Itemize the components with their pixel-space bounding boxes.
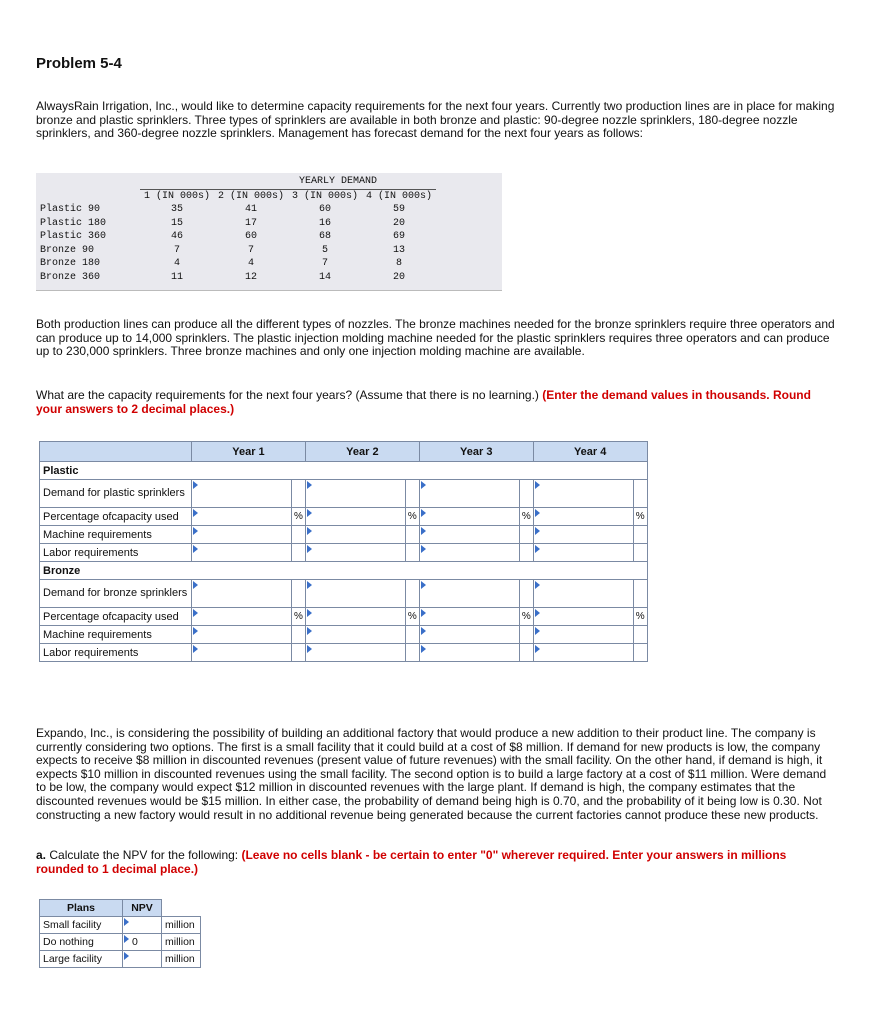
row-label-pct-plastic: Percentage ofcapacity used (40, 508, 192, 526)
input-marker-icon (535, 481, 540, 489)
demand-cell: 60 (245, 231, 258, 243)
input-marker-icon (535, 527, 540, 535)
demand-cell: 20 (393, 271, 406, 283)
question-text: What are the capacity requirements for the next four years? (Assume that there is no learning.) (36, 388, 539, 402)
demand-cell: 4 (174, 258, 181, 270)
input-cell[interactable] (533, 544, 633, 562)
capacity-grid (39, 441, 648, 662)
input-marker-icon (421, 527, 426, 535)
input-marker-icon (535, 645, 540, 653)
input-marker-icon (421, 609, 426, 617)
demand-row (40, 230, 436, 244)
question-instructions: (Enter the demand values in thousands. Round your answers to 2 decimal places.) (36, 388, 811, 416)
question-paragraph (36, 389, 836, 416)
input-cell[interactable] (305, 644, 405, 662)
row-label-machine-bronze: Machine requirements (40, 626, 192, 644)
percent-sign: % (405, 508, 419, 526)
input-cell[interactable] (419, 526, 519, 544)
year-header: Year 3 (419, 442, 533, 462)
year-header: Year 4 (533, 442, 647, 462)
input-marker-icon (535, 545, 540, 553)
demand-row-label: Plastic 360 (40, 231, 107, 243)
input-cell[interactable] (419, 608, 519, 626)
input-cell[interactable] (192, 480, 292, 508)
input-cell[interactable] (419, 580, 519, 608)
demand-cell: 35 (171, 204, 184, 216)
demand-cell: 15 (171, 217, 184, 229)
year-header: Year 1 (192, 442, 306, 462)
input-cell[interactable] (419, 544, 519, 562)
percent-sign: % (633, 608, 647, 626)
input-cell[interactable] (533, 526, 633, 544)
demand-cell: 13 (393, 244, 406, 256)
bronze-section-header: Bronze (40, 562, 648, 580)
npv-input[interactable] (123, 917, 162, 934)
input-marker-icon (193, 481, 198, 489)
input-cell[interactable] (192, 526, 292, 544)
input-cell[interactable] (533, 508, 633, 526)
npv-row (40, 951, 201, 968)
demand-cell: 17 (245, 217, 258, 229)
input-marker-icon (421, 645, 426, 653)
demand-cell: 7 (174, 244, 181, 256)
demand-row-label: Bronze 360 (40, 271, 101, 283)
input-marker-icon (124, 918, 129, 926)
npv-unit: million (162, 917, 201, 934)
machines-paragraph: Both production lines can produce all the different types of nozzles. The bronze machines needed for the bronze sprinklers require three operators and can produce up to 14,000 sprinklers. The plastic injection molding machine needed for the plastic sprinklers requires three operators and can produce up to 230,000 sprinklers. Three bronze machines and only one injection molding machine are available. (36, 317, 835, 359)
input-marker-icon (307, 527, 312, 535)
demand-row (40, 217, 436, 231)
input-marker-icon (421, 545, 426, 553)
demand-row-label: Plastic 90 (40, 204, 101, 216)
part-a-label: a. (36, 848, 47, 862)
demand-super-header: YEARLY DEMAND (299, 176, 378, 188)
npv-table (39, 899, 201, 968)
demand-cell: 14 (319, 271, 332, 283)
demand-cell: 69 (393, 231, 406, 243)
input-marker-icon (307, 645, 312, 653)
input-cell[interactable] (533, 644, 633, 662)
demand-cell: 7 (248, 244, 255, 256)
input-cell[interactable] (192, 608, 292, 626)
demand-cell: 46 (171, 231, 184, 243)
input-cell[interactable] (419, 508, 519, 526)
input-cell[interactable] (305, 544, 405, 562)
percent-sign: % (292, 508, 306, 526)
input-cell[interactable] (305, 608, 405, 626)
input-cell[interactable] (192, 626, 292, 644)
input-cell[interactable] (305, 480, 405, 508)
demand-cell: 60 (319, 204, 332, 216)
input-cell[interactable] (192, 644, 292, 662)
input-marker-icon (307, 627, 312, 635)
input-marker-icon (421, 627, 426, 635)
intro-paragraph: AlwaysRain Irrigation, Inc., would like to determine capacity requirements for the next four years. Currently two production lines are in place for making bronze and plastic sprinklers. Three types of sprinklers are available in both bronze and plastic: 90-degree nozzle sprinklers, 180-degree nozzle sprinklers, and 360-degree nozzle sprinklers. Management has forecast demand for the next four years as follows: (36, 99, 835, 141)
input-marker-icon (421, 509, 426, 517)
input-cell[interactable] (533, 608, 633, 626)
percent-sign: % (519, 608, 533, 626)
input-marker-icon (307, 609, 312, 617)
demand-table (40, 175, 436, 284)
demand-cell: 16 (319, 217, 332, 229)
input-marker-icon (535, 581, 540, 589)
percent-sign: % (519, 508, 533, 526)
input-cell[interactable] (533, 626, 633, 644)
demand-col-header: 3 (IN 000s) (288, 189, 362, 203)
npv-input[interactable] (123, 951, 162, 968)
input-cell[interactable] (533, 580, 633, 608)
demand-cell: 20 (393, 217, 406, 229)
input-marker-icon (307, 545, 312, 553)
npv-input[interactable] (123, 934, 162, 951)
expando-paragraph: Expando, Inc., is considering the possibility of building an additional factory that would produce a new addition to their product line. The company is currently considering two options. The first is a small facility that it could build at a cost of $8 million. If demand for new products is low, the company expects to receive $8 million in discounted revenues (present value of future revenues) with the small facility. On the other hand, if demand is high, it expects $10 million in discounted revenues using the small facility. The second option is to build a large factory at a cost of $11 million. Were demand to be low, the company would expect $12 million in discounted revenues with the large plant. If demand is high, the company estimates that the discounted revenues would be $15 million. In either case, the probability of demand being high is 0.70, and the probability of it being low is 0.30. Not constructing a new factory would result in no additional revenue being generated because the current factories cannot produce these new products. (36, 726, 827, 822)
demand-row-label: Plastic 180 (40, 217, 107, 229)
input-marker-icon (421, 481, 426, 489)
row-label-pct-bronze: Percentage ofcapacity used (40, 608, 192, 626)
input-cell[interactable] (192, 580, 292, 608)
percent-sign: % (633, 508, 647, 526)
page-title: Problem 5-4 (36, 55, 122, 72)
input-marker-icon (193, 645, 198, 653)
input-marker-icon (193, 509, 198, 517)
demand-cell: 11 (171, 271, 184, 283)
input-cell[interactable] (419, 626, 519, 644)
demand-cell: 41 (245, 204, 258, 216)
input-marker-icon (307, 509, 312, 517)
input-cell[interactable] (192, 544, 292, 562)
npv-unit: million (162, 951, 201, 968)
input-marker-icon (124, 935, 129, 943)
input-marker-icon (421, 581, 426, 589)
demand-cell: 59 (393, 204, 406, 216)
input-marker-icon (193, 627, 198, 635)
row-label-demand-bronze: Demand for bronze sprinklers (40, 580, 192, 608)
demand-table-rule (36, 290, 502, 291)
input-marker-icon (124, 952, 129, 960)
input-marker-icon (307, 481, 312, 489)
demand-row (40, 257, 436, 271)
input-marker-icon (307, 581, 312, 589)
input-marker-icon (193, 609, 198, 617)
demand-row (40, 271, 436, 285)
row-label-labor-plastic: Labor requirements (40, 544, 192, 562)
input-cell[interactable] (305, 580, 405, 608)
demand-cell: 4 (248, 258, 255, 270)
input-cell[interactable] (305, 508, 405, 526)
demand-row-label: Bronze 180 (40, 258, 101, 270)
input-cell[interactable] (419, 644, 519, 662)
demand-row (40, 203, 436, 217)
npv-plan-label: Do nothing (40, 934, 123, 951)
npv-header-npv: NPV (123, 900, 162, 917)
plastic-section-header: Plastic (40, 462, 648, 480)
demand-row-label: Bronze 90 (40, 244, 95, 256)
row-label-demand-plastic: Demand for plastic sprinklers (40, 480, 192, 508)
input-cell[interactable] (305, 526, 405, 544)
input-cell[interactable] (533, 480, 633, 508)
demand-col-header: 1 (IN 000s) (140, 189, 214, 203)
demand-cell: 68 (319, 231, 332, 243)
percent-sign: % (405, 608, 419, 626)
part-a-instructions: (Leave no cells blank - be certain to enter "0" wherever required. Enter your answers in millions rounded to 1 decimal place.) (36, 848, 787, 876)
input-marker-icon (535, 509, 540, 517)
row-label-labor-bronze: Labor requirements (40, 644, 192, 662)
npv-row (40, 917, 201, 934)
row-label-machine-plastic: Machine requirements (40, 526, 192, 544)
input-marker-icon (193, 527, 198, 535)
demand-cell: 7 (322, 258, 329, 270)
demand-cell: 5 (322, 244, 329, 256)
demand-row (40, 244, 436, 258)
input-cell[interactable] (192, 508, 292, 526)
demand-cell: 12 (245, 271, 258, 283)
input-marker-icon (193, 581, 198, 589)
part-a-question (36, 849, 836, 876)
npv-unit: million (162, 934, 201, 951)
percent-sign: % (292, 608, 306, 626)
npv-plan-label: Large facility (40, 951, 123, 968)
input-cell[interactable] (419, 480, 519, 508)
demand-col-header: 4 (IN 000s) (362, 189, 436, 203)
npv-row (40, 934, 201, 951)
input-marker-icon (193, 545, 198, 553)
demand-col-header: 2 (IN 000s) (214, 189, 288, 203)
input-cell[interactable] (305, 626, 405, 644)
input-marker-icon (535, 609, 540, 617)
input-marker-icon (535, 627, 540, 635)
npv-plan-label: Small facility (40, 917, 123, 934)
year-header: Year 2 (305, 442, 419, 462)
npv-value: 0 (132, 936, 138, 948)
demand-cell: 8 (396, 258, 403, 270)
npv-header-plans: Plans (40, 900, 123, 917)
part-a-text: Calculate the NPV for the following: (49, 848, 239, 862)
